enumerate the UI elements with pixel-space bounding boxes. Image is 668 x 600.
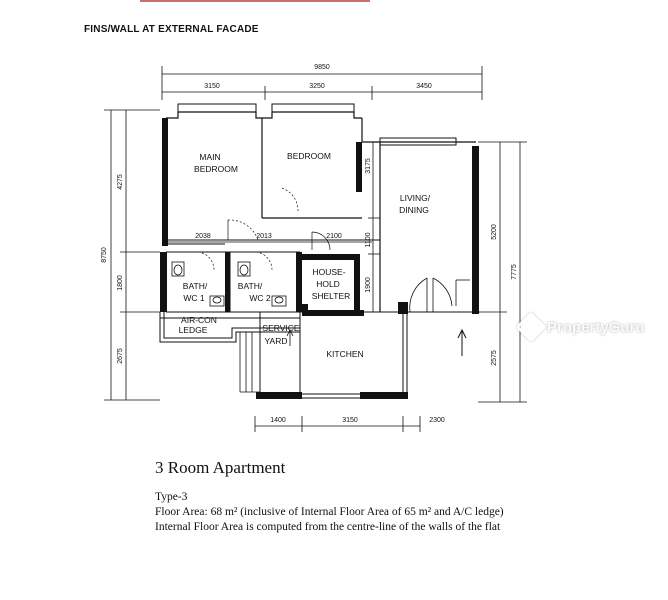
room-label-bath1: BATH/ [182, 281, 208, 291]
room-label-hold: HOLD [316, 279, 340, 289]
apartment-title: 3 Room Apartment [155, 458, 286, 477]
dim-internal-2: 2013 [256, 233, 272, 240]
room-label-bedroom: BEDROOM [287, 151, 331, 161]
dim-left-3: 2675 [117, 348, 124, 364]
propertyguru-logo-icon [515, 311, 546, 342]
room-label-wc2: WC 2 [249, 293, 271, 303]
room-label-living: LIVING/ [399, 193, 431, 203]
apartment-type: Type-3 [155, 491, 188, 503]
dim-right-total: 7775 [511, 264, 518, 280]
floor-area-text: Floor Area: 68 m² (inclusive of Internal Floor Area of 65 m² and A/C ledge) [155, 506, 504, 518]
dim-top-3: 3450 [416, 83, 432, 90]
dim-top-total: 9850 [314, 64, 330, 71]
dim-internal-1: 2038 [195, 233, 211, 240]
dim-left-2: 1800 [117, 275, 124, 291]
dim-bottom-2: 3150 [342, 417, 358, 424]
room-label-household: HOUSE- [312, 267, 346, 277]
dim-internal-3: 2100 [326, 233, 342, 240]
propertyguru-watermark [520, 316, 645, 338]
room-label-kitchen: KITCHEN [326, 349, 364, 359]
room-label-main-bedroom: MAIN [199, 152, 221, 162]
dim-bottom-3: 2300 [429, 417, 445, 424]
room-label-service: SERVICE [262, 323, 300, 333]
dim-bottom-1: 1400 [270, 417, 286, 424]
dim-left-1: 4275 [117, 174, 124, 190]
internal-area-note: Internal Floor Area is computed from the centre-line of the walls of the flat [155, 521, 501, 533]
room-label-dining: DINING [399, 205, 429, 215]
room-label-shelter: SHELTER [311, 291, 351, 301]
room-label-yard: YARD [264, 336, 288, 346]
room-label-aircon: AIR-CON [181, 315, 217, 325]
watermark-text: PropertyGuru [547, 318, 645, 336]
dim-left-total: 8750 [101, 247, 108, 263]
dim-top-1: 3150 [204, 83, 220, 90]
room-label-main-bedroom-2: BEDROOM [194, 164, 238, 174]
facade-label: FINS/WALL AT EXTERNAL FACADE [84, 24, 259, 35]
dim-living-side-2: 1100 [365, 232, 372, 248]
dim-living-side-3: 1900 [365, 277, 372, 293]
dim-top-2: 3250 [309, 83, 325, 90]
dim-right-inner: 5200 [491, 224, 498, 240]
dim-right-lower: 2575 [491, 350, 498, 366]
dim-living-side-1: 3175 [365, 158, 372, 174]
caption-block [155, 458, 504, 535]
room-label-wc1: WC 1 [183, 293, 205, 303]
room-label-bath2: BATH/ [237, 281, 263, 291]
room-label-ledge: LEDGE [178, 325, 208, 335]
